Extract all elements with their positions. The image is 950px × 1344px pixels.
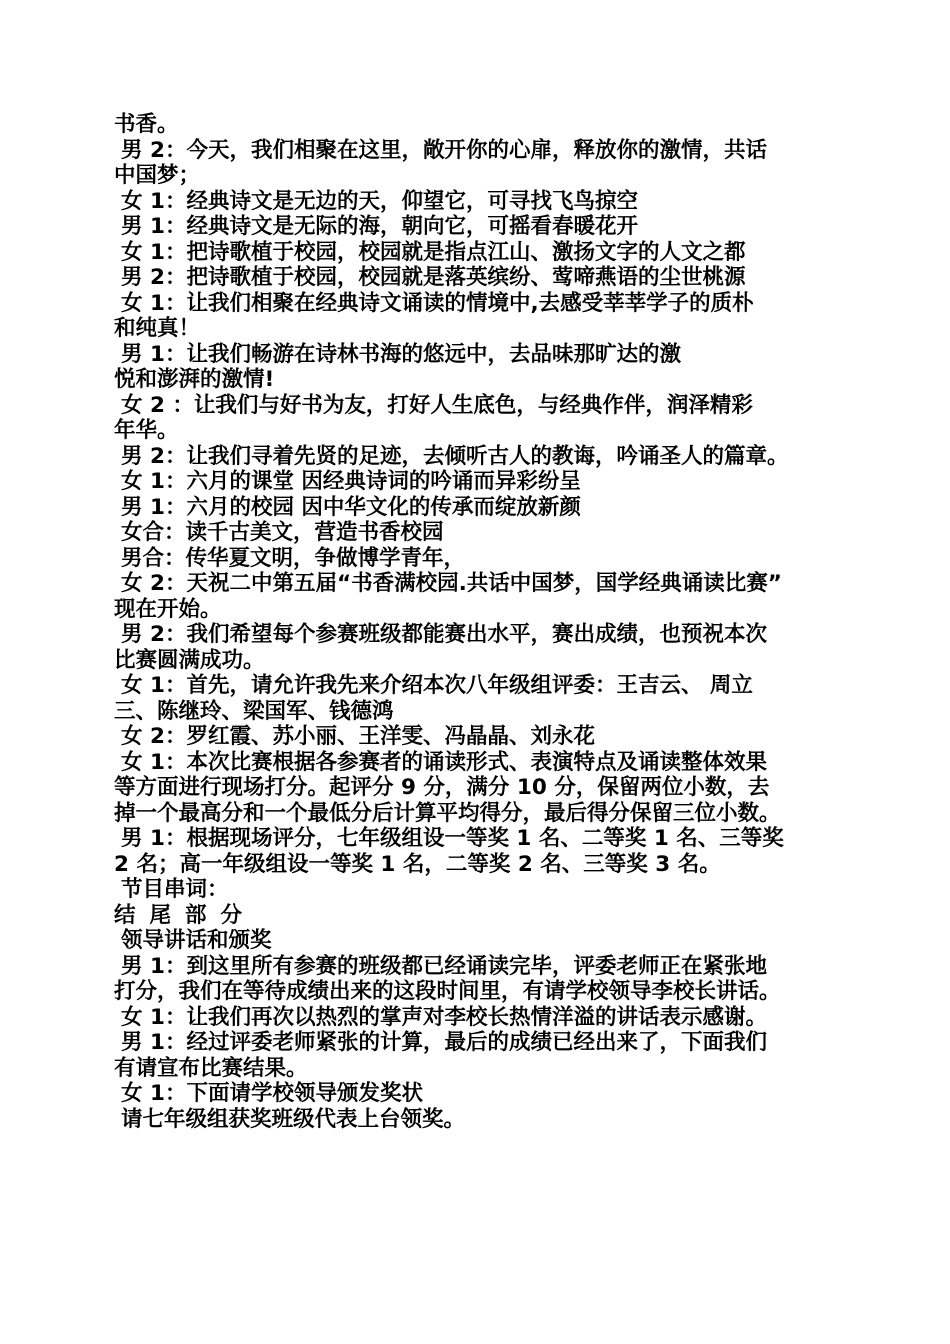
text-line: 比赛圆满成功。 xyxy=(114,647,265,673)
text-line: 男 1：经过评委老师紧张的计算，最后的成绩已经出来了，下面我们 xyxy=(121,1030,767,1055)
text-line: 女 1：下面请学校领导颁发奖状 xyxy=(121,1081,423,1106)
text-line: 现在开始。 xyxy=(114,596,222,622)
section-label: 领导讲话和颁奖 xyxy=(121,928,272,953)
text-line: 等方面进行现场打分。起评分 9 分，满分 10 分，保留两位小数，去 xyxy=(114,775,770,800)
text-line: 悦和澎湃的激情! xyxy=(114,367,275,392)
text-line: 女 1：把诗歌植于校园，校园就是指点江山、激扬文字的人文之都 xyxy=(121,239,746,265)
text-line: 三、陈继玲、梁国军、钱德鸿 xyxy=(114,698,394,724)
text-line: 男 2：我们希望每个参赛班级都能赛出水平，赛出成绩，也预祝本次 xyxy=(121,622,767,647)
text-line: 女 1：本次比赛根据各参赛者的诵读形式、表演特点及诵读整体效果 xyxy=(121,749,767,775)
text-line: 男 1：经典诗文是无际的海，朝向它，可摇看春暖花开 xyxy=(121,214,638,239)
text-line: 男 1：根据现场评分，七年级组设一等奖 1 名、二等奖 1 名、三等奖 xyxy=(121,826,784,851)
text-line: 打分，我们在等待成绩出来的这段时间里，有请学校领导李校长讲话。 xyxy=(114,979,781,1004)
text-line: 掉一个最高分和一个最低分后计算平均得分，最后得分保留三位小数。 xyxy=(114,800,781,826)
text-line: 请七年级组获奖班级代表上台领奖。 xyxy=(121,1106,466,1132)
text-line: 男合：传华夏文明，争做博学青年， xyxy=(121,545,466,571)
text-line: 中国梦； xyxy=(114,163,201,188)
text-line: 年华。 xyxy=(114,418,179,443)
section-heading: 结尾部分 xyxy=(114,902,257,928)
text-line: 女 1：经典诗文是无边的天，仰望它，可寻找飞鸟掠空 xyxy=(121,188,638,214)
text-line: 有请宣布比赛结果。 xyxy=(114,1055,308,1081)
text-line: 男 2：让我们寻着先贤的足迹，去倾听古人的教诲，吟诵圣人的篇章。 xyxy=(121,443,789,469)
text-line: 2 名；高一年级组设一等奖 1 名，二等奖 2 名、三等奖 3 名。 xyxy=(114,851,721,877)
text-line: 和纯真！ xyxy=(114,316,201,341)
document-page xyxy=(114,112,854,1132)
text-line: 女 1：六月的课堂 因经典诗词的吟诵而异彩纷呈 xyxy=(121,469,581,494)
text-line: 女 1：首先，请允许我先来介绍本次八年级组评委：王吉云、 周立 xyxy=(121,673,753,698)
text-line: 书香。 xyxy=(114,112,179,137)
text-line: 女 2：罗红霞、苏小丽、王洋雯、冯晶晶、刘永花 xyxy=(121,724,595,749)
text-line: 男 2：今天，我们相聚在这里，敞开你的心扉，释放你的激情，共话 xyxy=(121,137,767,163)
text-line: 男 1：到这里所有参赛的班级都已经诵读完毕，评委老师正在紧张地 xyxy=(121,953,767,979)
section-label: 节目串词： xyxy=(121,877,229,902)
text-line: 男 2：把诗歌植于校园，校园就是落英缤纷、莺啼燕语的尘世桃源 xyxy=(121,265,746,290)
text-line: 女 2 ：让我们与好书为友，打好人生底色，与经典作伴，润泽精彩 xyxy=(121,392,753,418)
text-line: 女 2：天祝二中第五届“书香满校园.共话中国梦，国学经典诵读比赛” xyxy=(121,571,782,596)
text-line: 女合：读千古美文，营造书香校园 xyxy=(121,520,444,545)
text-line: 女 1：让我们再次以热烈的掌声对李校长热情洋溢的讲话表示感谢。 xyxy=(121,1004,767,1030)
text-line: 女 1：让我们相聚在经典诗文诵读的情境中,去感受莘莘学子的质朴 xyxy=(121,290,754,316)
text-line: 男 1：让我们畅游在诗林书海的悠远中，去品味那旷达的激 xyxy=(121,341,681,367)
text-line: 男 1：六月的校园 因中华文化的传承而绽放新颜 xyxy=(121,494,581,520)
